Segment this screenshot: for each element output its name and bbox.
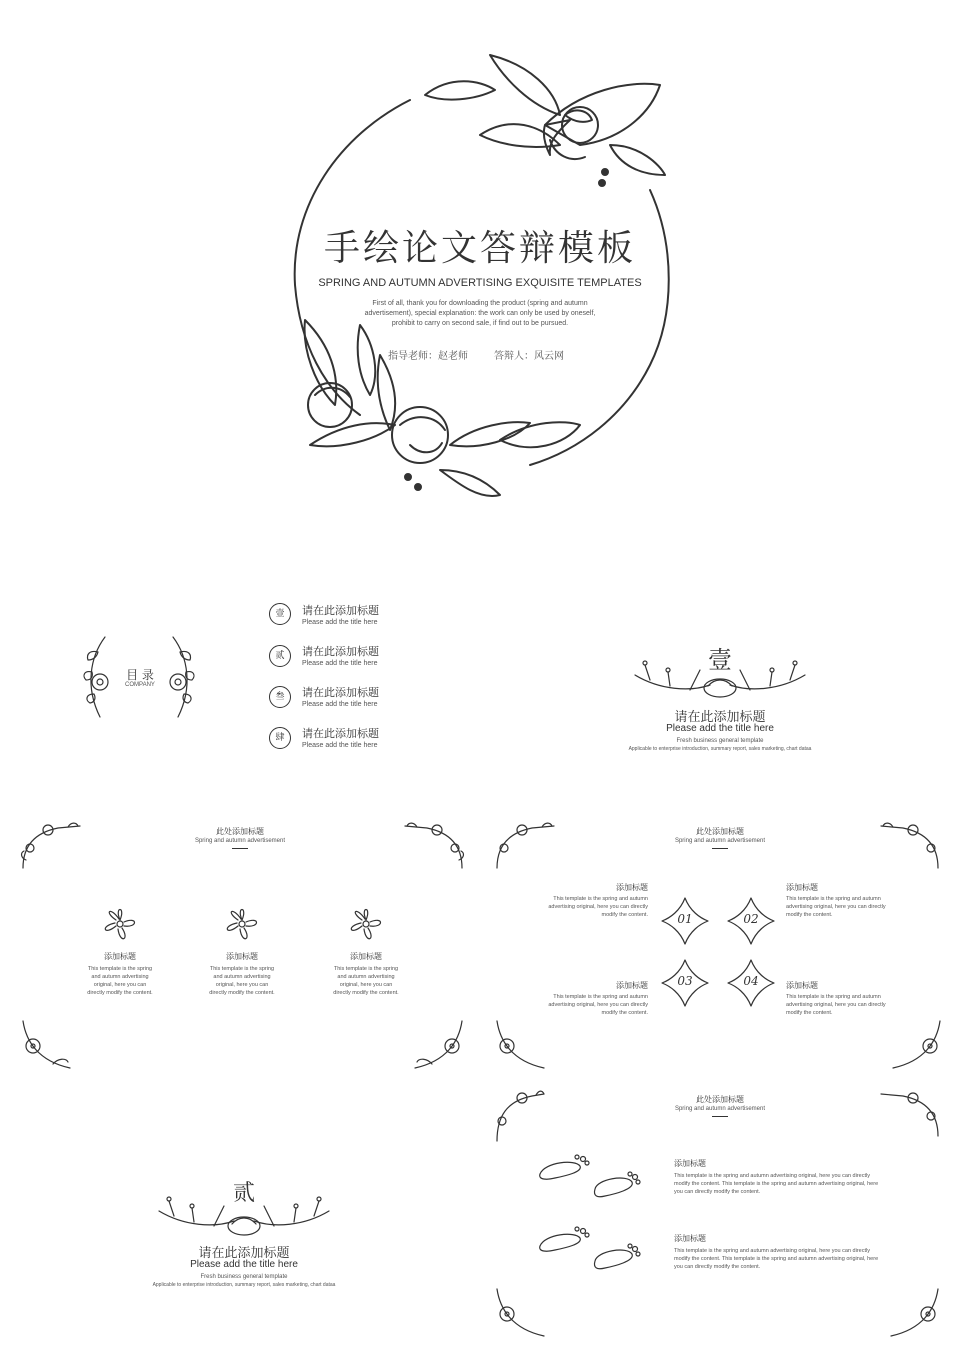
- block-text-2: advertising original, here you can directly: [548, 904, 648, 910]
- diamond-number: 01: [677, 912, 693, 926]
- card-text-3: original, here you can: [215, 982, 269, 988]
- section-number: 壹: [708, 646, 732, 674]
- title-underline: [712, 848, 728, 849]
- floral-divider-icon: [154, 1186, 334, 1236]
- floral-corner-icon: [402, 818, 467, 873]
- cover-subtitle: SPRING AND AUTUMN ADVERTISING EXQUISITE TEMPLATES: [318, 277, 642, 289]
- diamond-slide: [480, 806, 960, 1076]
- block-text-1: This template is the spring and autumn: [786, 896, 881, 902]
- card-text-1: This template is the spring: [333, 966, 399, 972]
- item-text-1: This template is the spring and autumn advertising original, here you can directly: [674, 1173, 870, 1179]
- floral-corner-icon: [492, 1016, 547, 1071]
- card-text-4: directly modify the content.: [209, 990, 275, 996]
- slide-subtitle: Spring and autumn advertisement: [674, 1106, 766, 1112]
- section-line-2: Applicable to enterprise introduction, summary report, sales marketing, chart dataa: [152, 1282, 336, 1288]
- toc-num-badge: 壹: [269, 603, 291, 625]
- card-title: 添加标题: [104, 952, 136, 961]
- slide-subtitle: Spring and autumn advertisement: [674, 838, 766, 844]
- section-title: 请在此添加标题: [674, 710, 766, 725]
- card-title: 添加标题: [226, 952, 258, 961]
- card-title: 添加标题: [350, 952, 382, 961]
- card-text-2: and autumn advertising: [213, 974, 271, 980]
- section-line-1: Fresh business general template: [200, 1274, 288, 1280]
- footprint-icon: [535, 1226, 645, 1276]
- cover-desc-2: advertisement), special explanation: the work can only be used by oneself,: [364, 310, 596, 317]
- floral-corner-icon: [878, 818, 943, 873]
- floral-corner-icon: [492, 1086, 547, 1146]
- toc-item-sub: Please add the title here: [302, 660, 378, 667]
- item-text-2: modify the content. This template is the spring and autumn advertising original, here: [674, 1181, 879, 1187]
- toc-title: 目 录: [126, 668, 154, 682]
- item-text-2: modify the content. This template is the spring and autumn advertising original, here: [674, 1256, 879, 1262]
- block-title: 添加标题: [616, 981, 648, 990]
- section-title: 请在此添加标题: [198, 1246, 290, 1261]
- toc-item-sub: Please add the title here: [302, 619, 378, 626]
- block-text-2: advertising original, here you can directly: [786, 1002, 886, 1008]
- section-2-slide: [0, 1076, 480, 1346]
- toc-num-badge: 叁: [269, 686, 291, 708]
- card-text-3: original, here you can: [339, 982, 393, 988]
- cover-desc-3: prohibit to carry on second sale, if find out to be pursued.: [391, 320, 569, 327]
- block-text-3: modify the content.: [601, 1010, 648, 1016]
- section-line-1: Fresh business general template: [676, 738, 764, 744]
- card-text-2: and autumn advertising: [337, 974, 395, 980]
- footprint-slide: [480, 1076, 960, 1346]
- toc-slide: [0, 560, 480, 800]
- section-1-slide: [480, 560, 960, 800]
- cover-desc-1: First of all, thank you for downloading the product (spring and autumn: [372, 300, 588, 307]
- footprint-icon: [535, 1154, 645, 1204]
- floral-corner-icon: [890, 1016, 945, 1071]
- card-text-2: and autumn advertising: [91, 974, 149, 980]
- slide-title: 此处添加标题: [696, 827, 744, 836]
- five-petal-flower-icon: [220, 902, 264, 946]
- slide-subtitle: Spring and autumn advertisement: [194, 838, 286, 844]
- toc-item-title: 请在此添加标题: [302, 604, 379, 617]
- floral-corner-icon: [412, 1016, 467, 1071]
- item-text-3: you can directly modify the content.: [674, 1189, 761, 1195]
- block-title: 添加标题: [786, 981, 818, 990]
- block-title: 添加标题: [616, 883, 648, 892]
- item-text-1: This template is the spring and autumn advertising original, here you can directly: [674, 1248, 870, 1254]
- card-text-1: This template is the spring: [87, 966, 153, 972]
- block-text-1: This template is the spring and autumn: [553, 896, 648, 902]
- cover-advisor: 指导老师：赵老师: [388, 351, 468, 362]
- item-title: 添加标题: [674, 1234, 706, 1243]
- floral-corner-icon: [878, 1086, 943, 1141]
- item-title: 添加标题: [674, 1159, 706, 1168]
- floral-corner-icon: [18, 818, 83, 873]
- floral-corner-icon: [888, 1284, 943, 1339]
- five-petal-flower-icon: [344, 902, 388, 946]
- cover-title: 手绘论文答辩模板: [323, 228, 636, 269]
- toc-item-title: 请在此添加标题: [302, 645, 379, 658]
- toc-item-title: 请在此添加标题: [302, 686, 379, 699]
- toc-item-title: 请在此添加标题: [302, 727, 379, 740]
- floral-wreath-icon: [280, 45, 680, 505]
- cover-slide: [0, 0, 960, 540]
- block-text-1: This template is the spring and autumn: [786, 994, 881, 1000]
- floral-divider-icon: [630, 650, 810, 700]
- title-underline: [712, 1116, 728, 1117]
- block-text-3: modify the content.: [786, 1010, 833, 1016]
- block-title: 添加标题: [786, 883, 818, 892]
- toc-num-badge: 贰: [269, 645, 291, 667]
- diamond-number: 03: [677, 974, 693, 988]
- title-underline: [232, 848, 248, 849]
- floral-corner-icon: [18, 1016, 73, 1071]
- section-line-2: Applicable to enterprise introduction, summary report, sales marketing, chart dataa: [628, 746, 812, 752]
- block-text-3: modify the content.: [601, 912, 648, 918]
- block-text-2: advertising original, here you can directly: [786, 904, 886, 910]
- five-petal-flower-icon: [98, 902, 142, 946]
- toc-item-sub: Please add the title here: [302, 701, 378, 708]
- section-subtitle: Please add the title here: [190, 1259, 298, 1270]
- card-text-1: This template is the spring: [209, 966, 275, 972]
- diamond-number: 04: [743, 974, 759, 988]
- diamond-number: 02: [743, 912, 759, 926]
- card-text-4: directly modify the content.: [333, 990, 399, 996]
- slide-title: 此处添加标题: [216, 827, 264, 836]
- toc-company: COMPANY: [125, 682, 155, 688]
- card-text-4: directly modify the content.: [87, 990, 153, 996]
- block-text-2: advertising original, here you can directly: [548, 1002, 648, 1008]
- item-text-3: you can directly modify the content.: [674, 1264, 761, 1270]
- card-text-3: original, here you can: [93, 982, 147, 988]
- block-text-3: modify the content.: [786, 912, 833, 918]
- toc-item-sub: Please add the title here: [302, 742, 378, 749]
- section-number: 贰: [232, 1181, 255, 1206]
- block-text-1: This template is the spring and autumn: [553, 994, 648, 1000]
- three-flower-slide: [0, 806, 480, 1076]
- floral-corner-icon: [492, 1284, 547, 1339]
- slide-title: 此处添加标题: [696, 1095, 744, 1104]
- section-subtitle: Please add the title here: [666, 723, 774, 734]
- toc-num-badge: 肆: [269, 727, 291, 749]
- floral-corner-icon: [492, 818, 557, 873]
- cover-defender: 答辩人：风云网: [494, 351, 564, 362]
